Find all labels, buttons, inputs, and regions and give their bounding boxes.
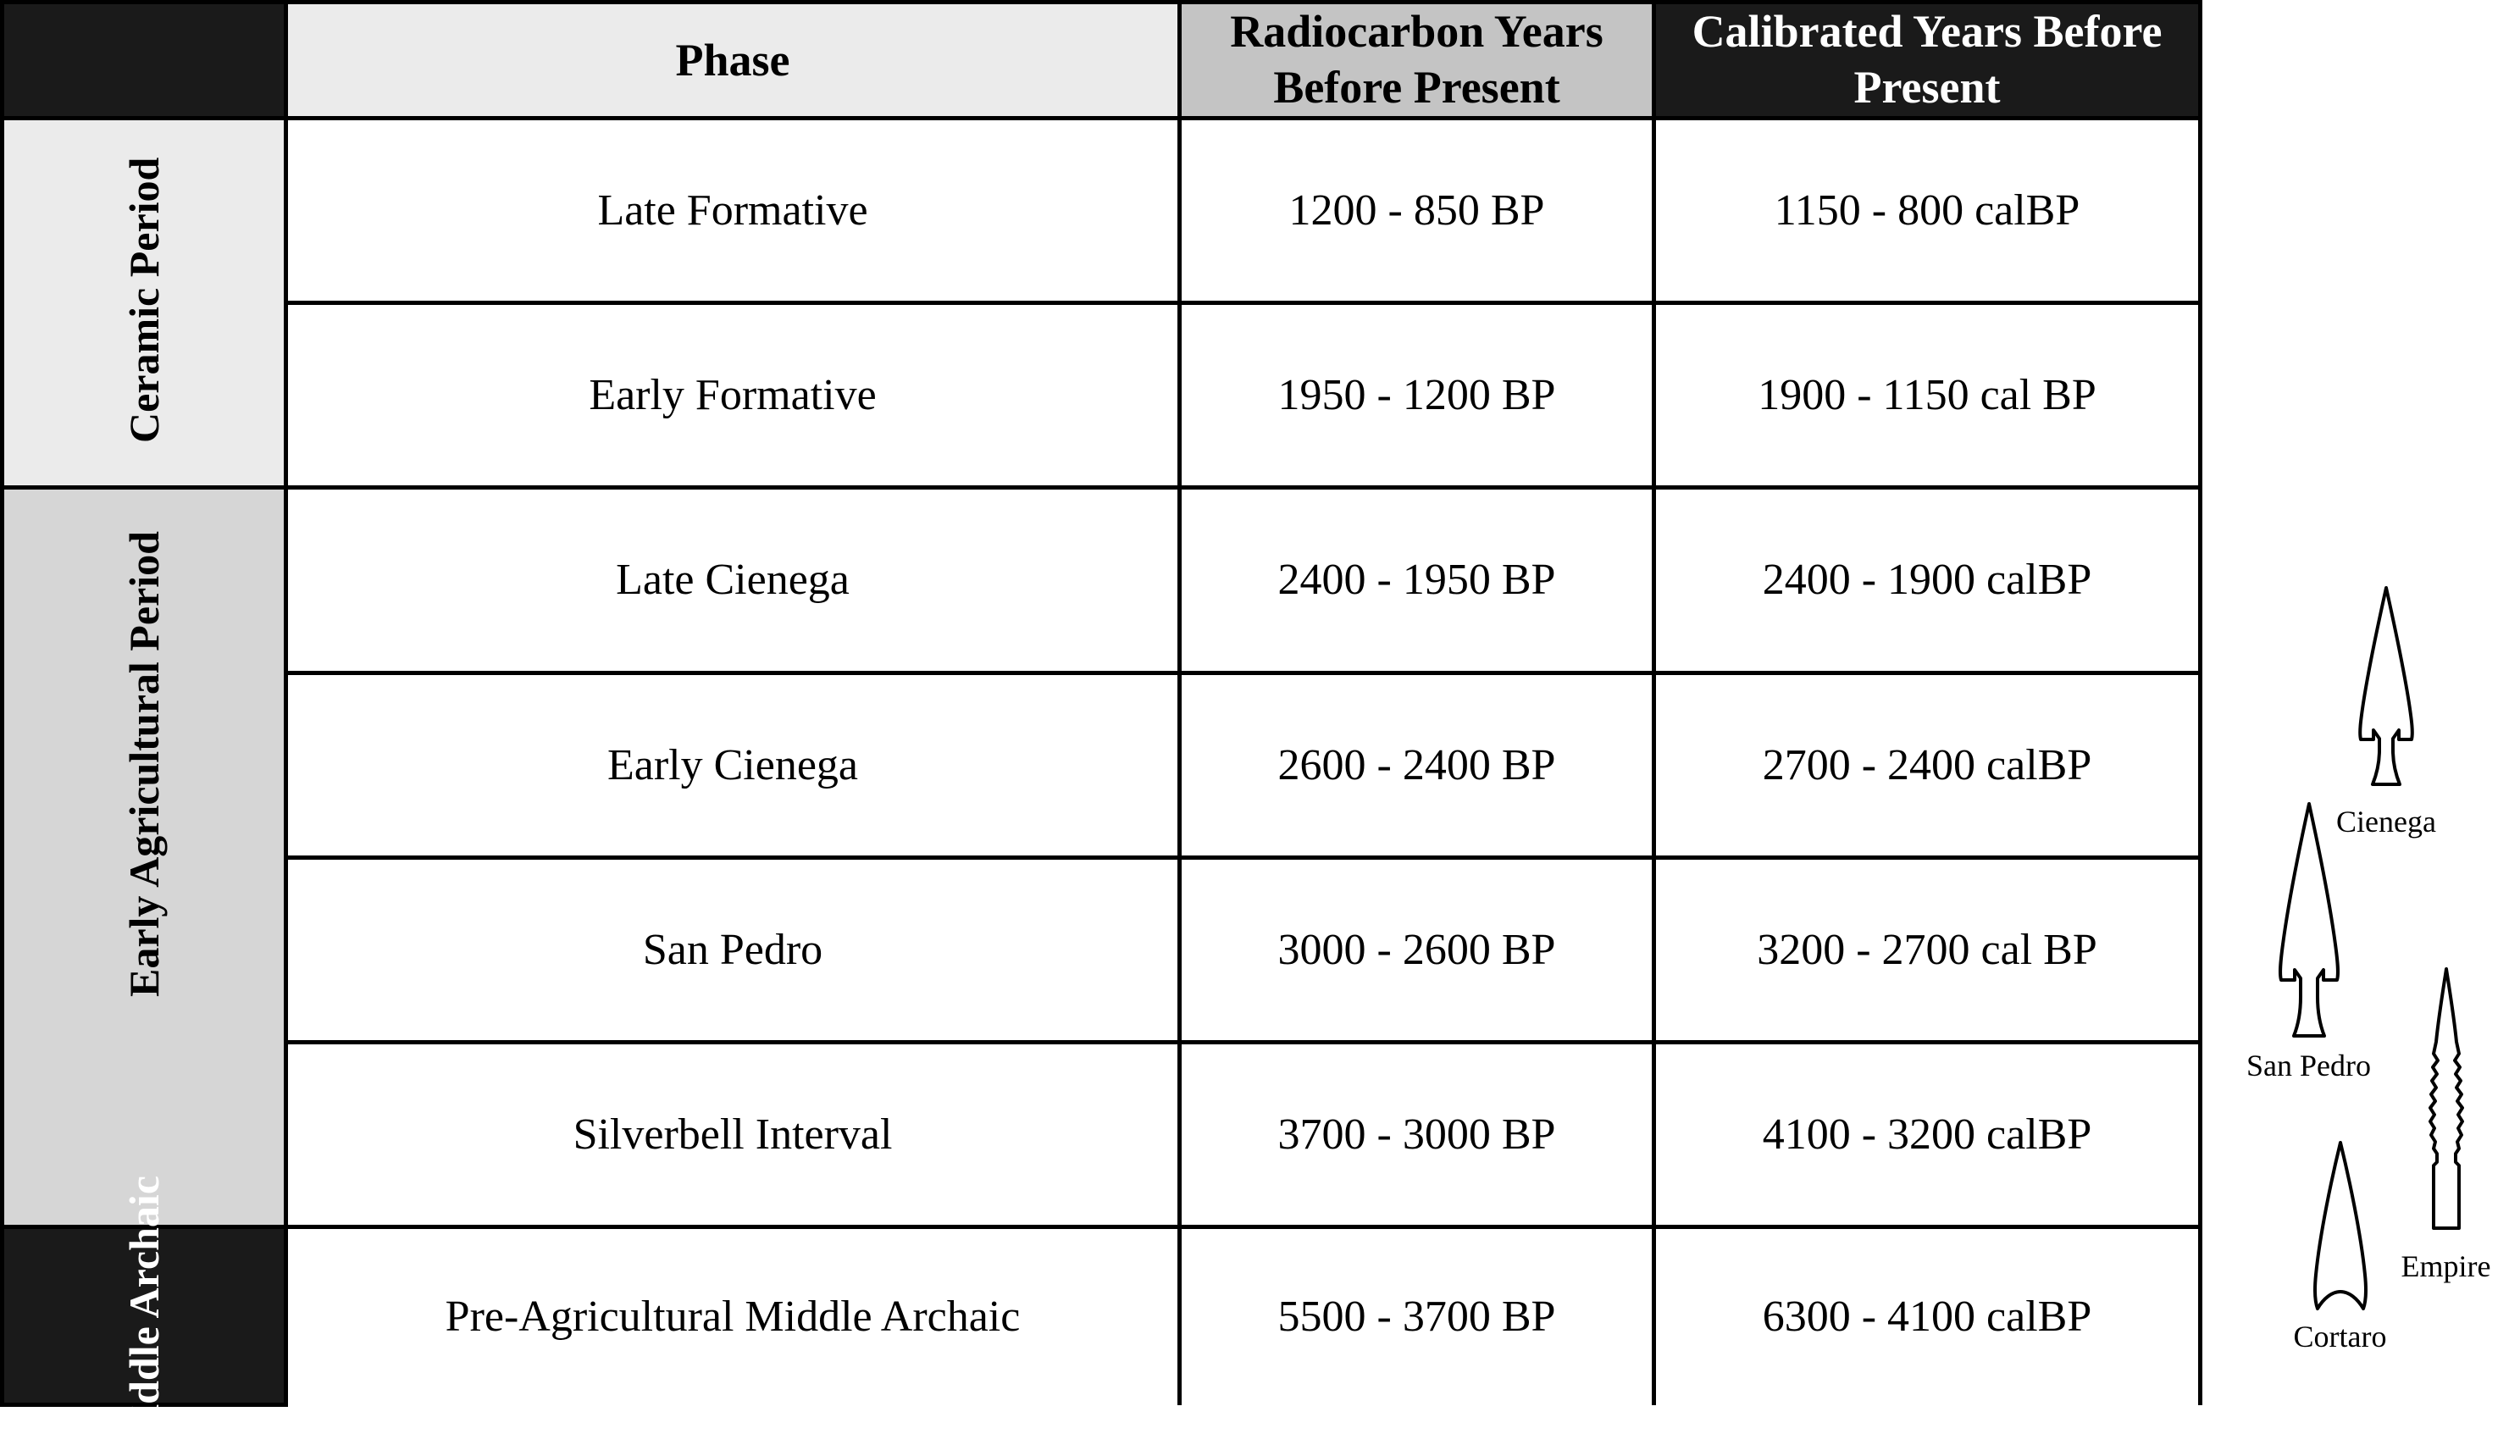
period-label-middle-archaic	[3, 1175, 286, 1456]
cell-phase: San Pedro	[286, 857, 1180, 1042]
cell-calibrated: 2700 - 2400 calBP	[1654, 673, 2201, 857]
header-radiocarbon-years: Radiocarbon Years Before Present	[1180, 3, 1654, 119]
period-label-ceramic	[3, 118, 286, 488]
cell-calibrated: 1900 - 1150 cal BP	[1654, 303, 2201, 488]
table-header-row	[3, 3, 2201, 119]
period-label-early-agricultural	[3, 488, 286, 1227]
projectile-point-cortaro	[2249, 1139, 2431, 1354]
cell-phase: Pre-Agricultural Middle Archaic	[286, 1227, 1180, 1405]
cell-radiocarbon: 1200 - 850 BP	[1180, 118, 1654, 302]
cell-calibrated: 4100 - 3200 calBP	[1654, 1043, 2201, 1227]
header-calibrated-years: Calibrated Years Before Present	[1654, 3, 2201, 119]
cell-phase: Late Formative	[286, 118, 1180, 302]
period-label-ceramic-text: Ceramic Period	[120, 157, 168, 443]
projectile-point-illustrations	[2202, 0, 2520, 1407]
table-row	[3, 1227, 2201, 1405]
table-row	[3, 488, 2201, 673]
table-row	[3, 673, 2201, 857]
cell-phase: Silverbell Interval	[286, 1043, 1180, 1227]
period-label-early-agricultural-text: Early Agricultural Period	[120, 531, 168, 998]
san-pedro-point-icon	[2254, 800, 2364, 1046]
cell-calibrated: 6300 - 4100 calBP	[1654, 1227, 2201, 1405]
cell-radiocarbon: 5500 - 3700 BP	[1180, 1227, 1654, 1405]
cell-calibrated: 3200 - 2700 cal BP	[1654, 857, 2201, 1042]
cell-radiocarbon: 1950 - 1200 BP	[1180, 303, 1654, 488]
cell-radiocarbon: 3000 - 2600 BP	[1180, 857, 1654, 1042]
cortaro-point-icon	[2290, 1139, 2391, 1317]
header-phase: Phase	[286, 3, 1180, 119]
cell-radiocarbon: 3700 - 3000 BP	[1180, 1043, 1654, 1227]
cell-calibrated: 2400 - 1900 calBP	[1654, 488, 2201, 673]
cienega-point-label: Cienega	[2336, 805, 2436, 839]
cell-radiocarbon: 2400 - 1950 BP	[1180, 488, 1654, 673]
cell-phase: Early Cienega	[286, 673, 1180, 857]
cell-calibrated: 1150 - 800 calBP	[1654, 118, 2201, 302]
cienega-point-icon	[2335, 584, 2437, 800]
table-row	[3, 857, 2201, 1042]
table-row	[3, 118, 2201, 302]
san-pedro-point-label: San Pedro	[2246, 1049, 2371, 1082]
table-row	[3, 303, 2201, 488]
cell-phase: Late Cienega	[286, 488, 1180, 673]
empire-point-label: Empire	[2401, 1249, 2491, 1283]
table-row	[3, 1043, 2201, 1227]
cortaro-point-label: Cortaro	[2293, 1320, 2387, 1354]
header-period-blank	[3, 3, 286, 119]
cell-phase: Early Formative	[286, 303, 1180, 488]
period-label-middle-archaic-text: Middle Archaic	[120, 1175, 168, 1456]
cell-radiocarbon: 2600 - 2400 BP	[1180, 673, 1654, 857]
